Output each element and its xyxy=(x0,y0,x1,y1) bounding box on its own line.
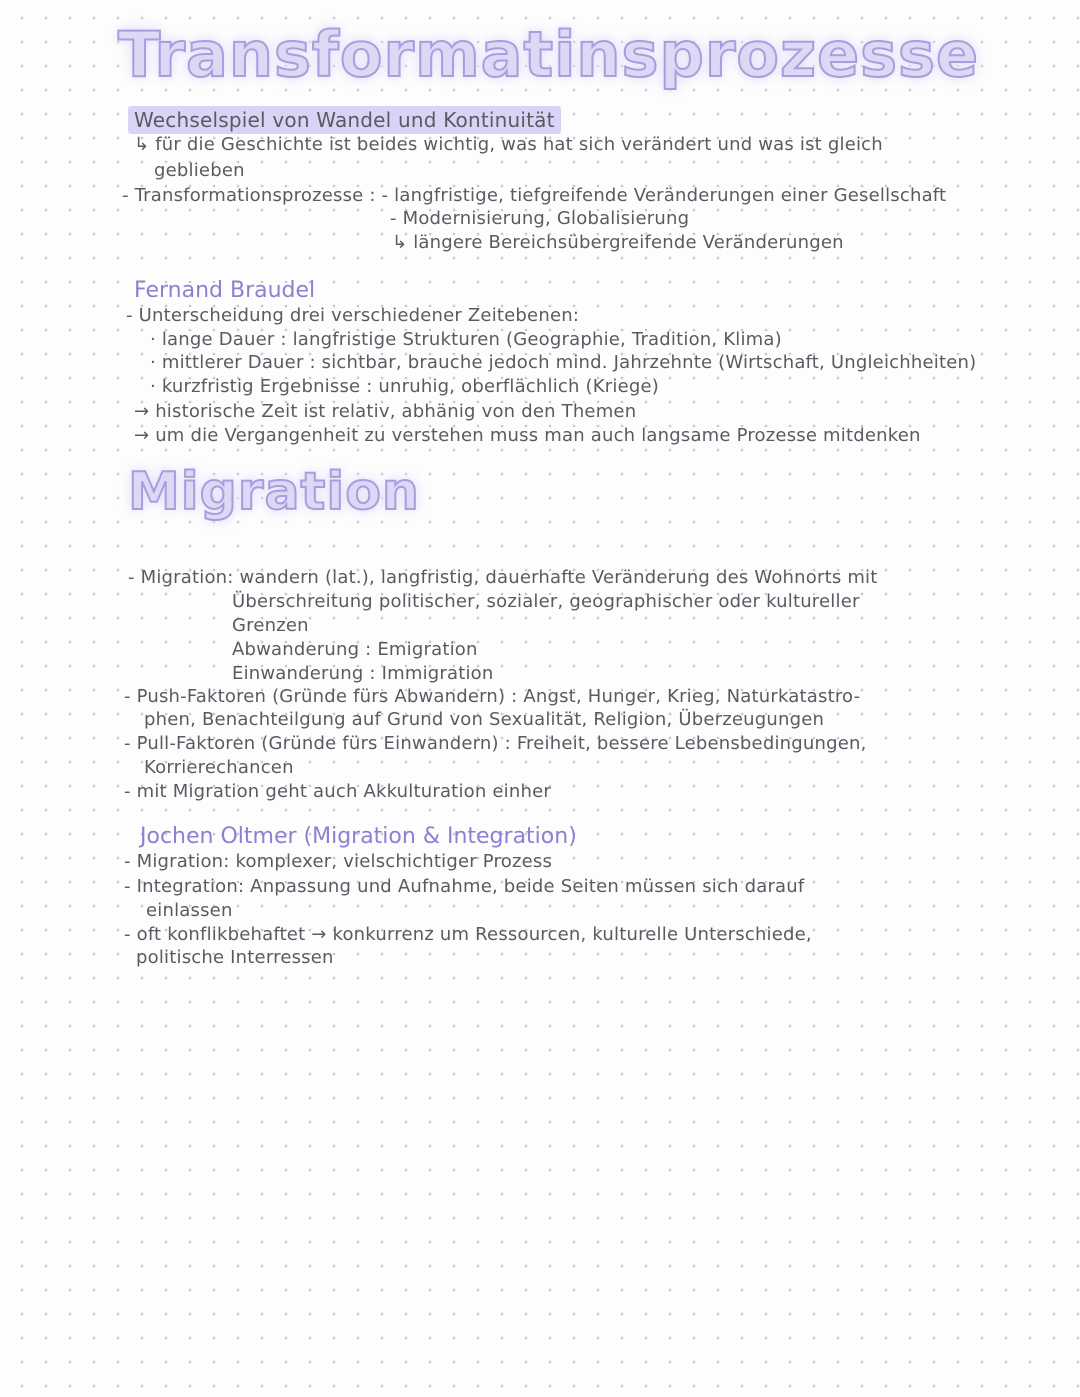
note-line: - Unterscheidung drei verschiedener Zeitebenen: xyxy=(126,305,580,326)
note-line: · kurzfristig Ergebnisse : unruhig, oberflächlich (Kriege) xyxy=(150,376,659,397)
note-line: phen, Benachteilgung auf Grund von Sexualität, Religion, Überzeugungen xyxy=(144,709,825,730)
note-line: - Pull-Faktoren (Gründe fürs Einwandern) : Freiheit, bessere Lebensbedingungen, xyxy=(124,733,867,754)
section-heading: Fernand Braudel xyxy=(134,278,316,303)
subtitle-highlight: Wechselspiel von Wandel und Kontinuität xyxy=(128,106,561,134)
note-line: politische Interressen xyxy=(136,947,334,968)
note-line: - mit Migration geht auch Akkulturation einher xyxy=(124,781,551,802)
note-line: Abwanderung : Emigration xyxy=(232,639,478,660)
page-title: Transformatinsprozesse xyxy=(118,18,979,91)
note-line: - Transformationsprozesse : - langfristige, tiefgreifende Veränderungen einer Gesellschaft xyxy=(122,185,947,206)
note-line: ↳ längere Bereichsübergreifende Veränderungen xyxy=(392,232,844,253)
note-line: → historische Zeit ist relativ, abhänig von den Themen xyxy=(134,401,637,422)
note-line: · mittlerer Dauer : sichtbar, brauche jedoch mind. Jahrzehnte (Wirtschaft, Ungleichheiten) xyxy=(150,352,977,373)
section-subtitle xyxy=(128,108,561,132)
note-line: - Migration: wandern (lat.), langfristig, dauerhafte Veränderung des Wohnorts mit xyxy=(128,567,878,588)
note-line: Einwanderung : Immigration xyxy=(232,663,494,684)
note-line: Überschreitung politischer, sozialer, geographischer oder kultureller xyxy=(232,591,860,612)
note-line: - Push-Faktoren (Gründe fürs Abwandern) : Angst, Hunger, Krieg, Naturkatastro- xyxy=(124,686,861,707)
note-line: einlassen xyxy=(146,900,233,921)
note-line: → um die Vergangenheit zu verstehen muss man auch langsame Prozesse mitdenken xyxy=(134,425,921,446)
note-line: Grenzen xyxy=(232,615,309,636)
section-title-migration: Migration xyxy=(128,462,420,522)
note-line: - Modernisierung, Globalisierung xyxy=(390,208,690,229)
note-line: Korrierechancen xyxy=(144,757,294,778)
note-line: geblieben xyxy=(154,160,245,181)
note-line: · lange Dauer : langfristige Strukturen (Geographie, Tradition, Klima) xyxy=(150,329,782,350)
note-line: ↳ für die Geschichte ist beides wichtig, was hat sich verändert und was ist gleich xyxy=(134,134,883,155)
note-line: - Migration: komplexer, vielschichtiger Prozess xyxy=(124,851,553,872)
note-line: - Integration: Anpassung und Aufnahme, beide Seiten müssen sich darauf xyxy=(124,876,805,897)
note-line: - oft konflikbehaftet → konkurrenz um Ressourcen, kulturelle Unterschiede, xyxy=(124,924,812,945)
section-heading: Jochen Oltmer (Migration & Integration) xyxy=(140,824,577,849)
